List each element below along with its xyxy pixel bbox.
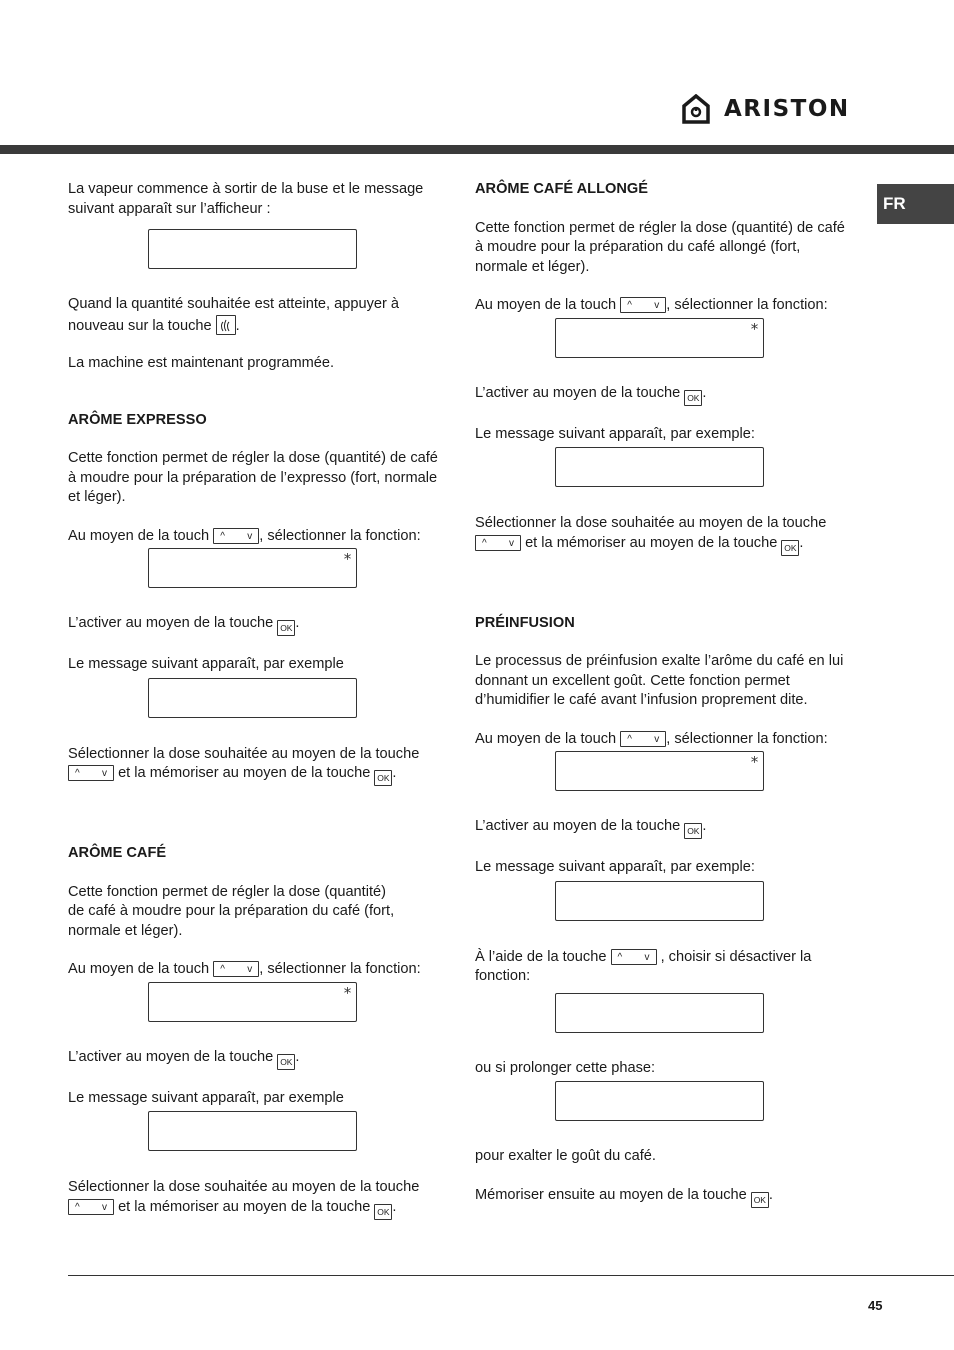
expresso-select-text [68, 527, 443, 547]
language-tab: FR [877, 184, 954, 224]
expresso-desc: Cette fonction permet de régler la dose (quantité) de café à moudre pour la préparation de l’expresso (fort, normale et léger). [68, 450, 438, 505]
text-span: Au moyen de la touch [68, 961, 210, 977]
text-span: , sélectionner la fonction: [259, 527, 421, 544]
down-arrow-icon: v [509, 537, 514, 549]
text-span: et la mémoriser au moyen de la touche [525, 534, 778, 551]
up-arrow-icon: ^ [75, 768, 80, 779]
up-down-key-icon [475, 535, 521, 551]
ok-key-icon: OK [781, 540, 799, 556]
preinfusion-exalt-text: pour exalter le goût du café. [475, 1148, 656, 1164]
lcd-display [555, 881, 764, 921]
page-number: 45 [868, 1298, 883, 1313]
up-arrow-icon: ^ [220, 964, 225, 975]
text-span: Mémoriser ensuite au moyen de la touche [475, 1186, 747, 1203]
text-span: Cette fonction permet de régler la dose (quantité) [68, 883, 386, 900]
section-title-preinfusion: PRÉINFUSION [475, 614, 575, 631]
down-arrow-icon: v [644, 951, 650, 963]
section-title-allonge: ARÔME CAFÉ ALLONGÉ [475, 181, 648, 197]
up-down-key-icon [213, 961, 259, 977]
text-span: À l’aide de la touche [475, 948, 607, 965]
lcd-display [148, 1111, 357, 1151]
down-arrow-icon: v [654, 300, 660, 311]
lcd-star-icon: * [749, 753, 759, 771]
house-logo-icon [682, 94, 710, 124]
lcd-star-icon: * [342, 983, 352, 1002]
text-span: Au moyen de la touch [475, 297, 617, 313]
ok-key-icon: OK [277, 1054, 295, 1070]
lcd-display [555, 751, 764, 791]
ok-key-icon: OK [684, 390, 702, 406]
text-span: , sélectionner la fonction: [666, 297, 828, 313]
lcd-display [148, 229, 357, 269]
cafe-desc [68, 883, 443, 942]
allonge-activate-text [475, 384, 850, 406]
text-span: , sélectionner la fonction: [666, 730, 828, 747]
section-title-cafe: ARÔME CAFÉ [68, 845, 167, 861]
up-arrow-icon: ^ [75, 1201, 80, 1213]
text-span: . [392, 765, 397, 781]
text-span: et la mémoriser au moyen de la touche [118, 1198, 371, 1215]
brand-logo [682, 92, 850, 126]
text-span: L’activer au moyen de la touche [68, 615, 274, 631]
up-arrow-icon: ^ [617, 951, 623, 963]
up-down-key-icon [68, 1199, 114, 1215]
preinfusion-extend-text: ou si prolonger cette phase: [475, 1059, 656, 1076]
allonge-example-text: Le message suivant apparaît, par exemple: [475, 425, 755, 442]
up-arrow-icon: ^ [627, 733, 632, 745]
lcd-display [555, 447, 764, 487]
down-arrow-icon: v [247, 964, 253, 975]
text-span: de café à moudre pour la préparation du café (fort, normale et léger). [68, 903, 395, 939]
allonge-select-text [475, 296, 850, 316]
down-arrow-icon: v [247, 530, 253, 542]
preinfusion-desc: Le processus de préinfusion exalte l’arôme du café en lui donnant un excellent goût. Cette fonction permet d’humidifier le café avant l’infusion proprement dite. [475, 653, 844, 708]
steam-end-text [68, 295, 443, 336]
expresso-example-text: Le message suivant apparaît, par exemple [68, 656, 344, 672]
text-span: , sélectionner la fonction: [259, 961, 421, 977]
lcd-display [555, 993, 764, 1033]
text-span: L’activer au moyen de la touche [475, 384, 681, 401]
allonge-choose-text [475, 514, 850, 556]
text-span: Sélectionner la dose souhaitée au moyen de la touche [68, 745, 420, 762]
lcd-display [555, 318, 764, 358]
up-down-key-icon [611, 949, 657, 965]
up-down-key-icon [213, 528, 259, 544]
ok-key-icon: OK [751, 1192, 769, 1208]
section-title-expresso: ARÔME EXPRESSO [68, 411, 207, 428]
allonge-desc: Cette fonction permet de régler la dose (quantité) de café à moudre pour la préparation du café allongé (fort, normale et léger). [475, 219, 845, 275]
text-span: L’activer au moyen de la touche [68, 1048, 274, 1065]
steam-key-icon [216, 315, 236, 335]
up-down-key-icon [620, 297, 666, 313]
preinfusion-select-text [475, 730, 850, 750]
text-span: L’activer au moyen de la touche [475, 818, 681, 834]
cafe-activate-text [68, 1048, 443, 1070]
down-arrow-icon: v [102, 1201, 107, 1213]
ok-key-icon: OK [277, 620, 295, 636]
up-down-key-icon [620, 731, 666, 747]
preinfusion-activate-text [475, 817, 850, 839]
steam-text: La vapeur commence à sortir de la buse et le message suivant apparaît sur l’afficheur : [68, 181, 424, 217]
text-span: . [702, 384, 707, 401]
text-span: Sélectionner la dose souhaitée au moyen de la touche [68, 1179, 420, 1195]
left-column [68, 180, 443, 1220]
down-arrow-icon: v [654, 733, 660, 745]
brand-name: ARISTON [724, 95, 850, 122]
lcd-display [148, 678, 357, 718]
ok-key-icon: OK [374, 1204, 392, 1220]
text-span: Au moyen de la touch [68, 527, 210, 544]
text-span: . [392, 1198, 397, 1215]
cafe-choose-text [68, 1178, 443, 1220]
text-span: . [295, 1048, 300, 1065]
text-span: . [799, 534, 804, 551]
preinfusion-choose-text [475, 948, 850, 987]
up-down-key-icon [68, 765, 114, 781]
text-span: , choisir si désactiver la fonction: [475, 948, 812, 984]
lcd-display [555, 1081, 764, 1121]
expresso-activate-text [68, 614, 443, 636]
lcd-display [148, 982, 357, 1022]
up-arrow-icon: ^ [482, 537, 487, 549]
lcd-star-icon: * [749, 319, 759, 338]
text-span: . [768, 1186, 773, 1203]
up-arrow-icon: ^ [627, 300, 632, 311]
footer-rule [68, 1275, 954, 1276]
text-span: . [295, 615, 300, 631]
text-span: . [235, 317, 240, 334]
text-span: Quand la quantité souhaitée est atteinte, appuyer à nouveau sur la touche [68, 296, 400, 334]
programmed-text: La machine est maintenant programmée. [68, 355, 335, 371]
up-arrow-icon: ^ [220, 530, 225, 542]
text-span: et la mémoriser au moyen de la touche [118, 765, 371, 781]
header-bar [0, 145, 954, 154]
cafe-example-text: Le message suivant apparaît, par exemple [68, 1089, 344, 1106]
lcd-display [148, 548, 357, 588]
preinfusion-example-text: Le message suivant apparaît, par exemple: [475, 859, 755, 875]
text-span: . [702, 818, 707, 834]
down-arrow-icon: v [102, 768, 107, 779]
text-span: Sélectionner la dose souhaitée au moyen de la touche [475, 515, 827, 531]
expresso-choose-text [68, 745, 443, 787]
ok-key-icon: OK [374, 770, 392, 786]
cafe-select-text [68, 960, 443, 980]
text-span: Au moyen de la touch [475, 730, 617, 747]
lcd-star-icon: * [342, 550, 352, 568]
ok-key-icon: OK [684, 823, 702, 839]
preinfusion-save-text [475, 1186, 850, 1208]
right-column [475, 180, 850, 1208]
